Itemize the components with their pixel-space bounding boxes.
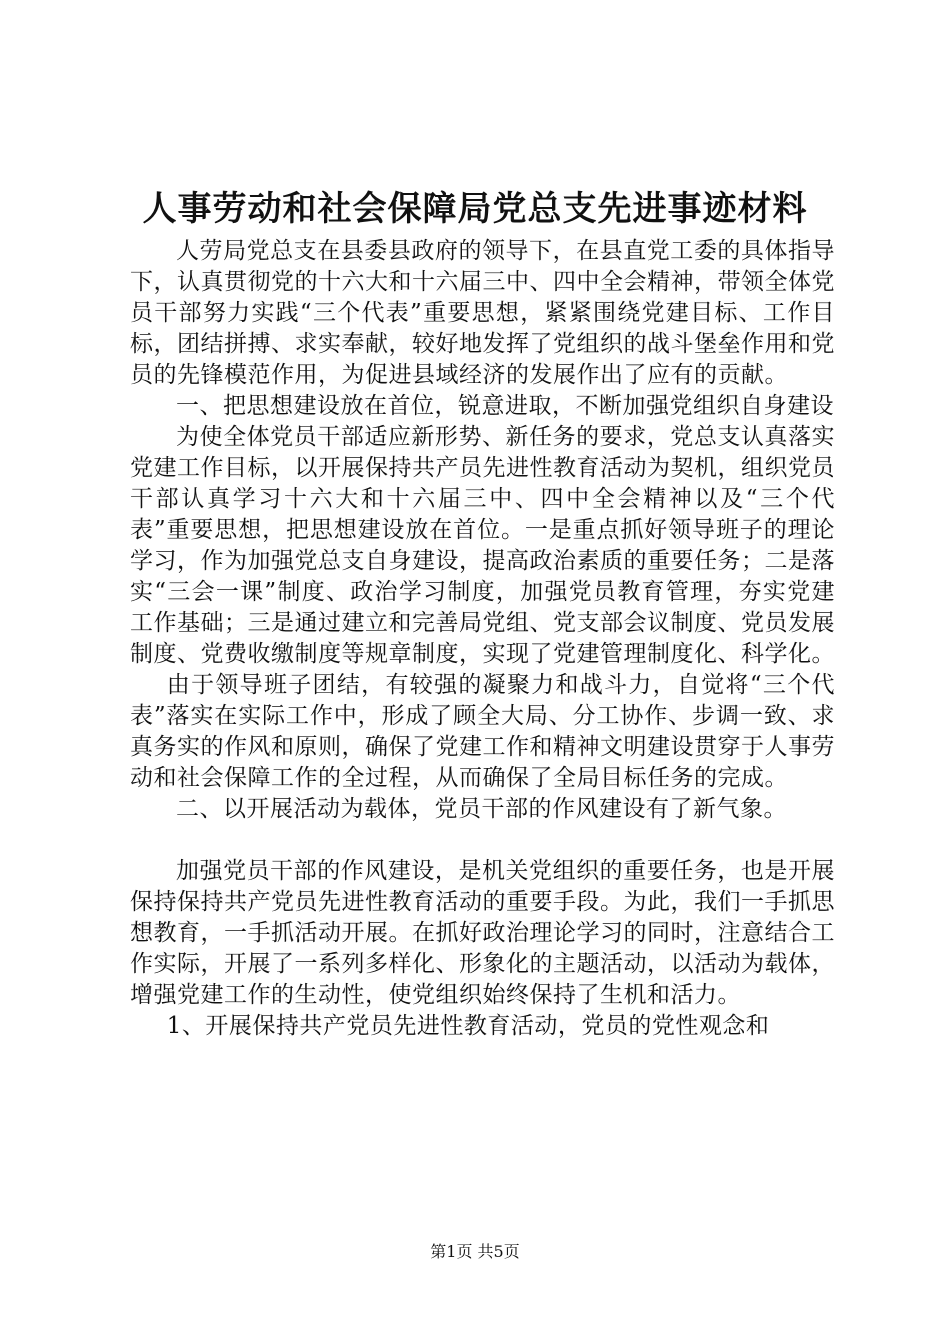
paragraph-item-1: 1、开展保持共产党员先进性教育活动，党员的党性观念和 bbox=[166, 1013, 770, 1039]
paragraph-section-1-result: 由于领导班子团结，有较强的凝聚力和战斗力，自觉将“三个代表”落实在实际工作中，形成了顾全大局、分工协作、步调一致、求真务实的作风和原则，确保了党建工作和精神文明建设贯穿于人事劳动和社会保障工作的全过程，从而确保了全局目标任务的完成。 bbox=[130, 672, 835, 791]
section-heading-2: 二、以开展活动为载体，党员干部的作风建设有了新气象。 bbox=[176, 796, 787, 822]
section-heading-1: 一、把思想建设放在首位，锐意进取，不断加强党组织自身建设 bbox=[176, 393, 834, 419]
paragraph-section-1-body: 为使全体党员干部适应新形势、新任务的要求，党总支认真落实党建工作目标，以开展保持共产员先进性教育活动为契机，组织党员干部认真学习十六大和十六届三中、四中全会精神以及“三个代表”重要思想，把思想建设放在首位。一是重点抓好领导班子的理论学习，作为加强党总支自身建设，提高政治素质的重要任务；二是落实“三会一课”制度、政治学习制度，加强党员教育管理，夯实党建工作基础；三是通过建立和完善局党组、党支部会议制度、党员发展制度、党费收缴制度等规章制度，实现了党建管理制度化、科学化。 bbox=[130, 424, 835, 667]
paragraph-intro: 人劳局党总支在县委县政府的领导下，在县直党工委的具体指导下，认真贯彻党的十六大和十六届三中、四中全会精神，带领全体党员干部努力实践“三个代表”重要思想，紧紧围绕党建目标、工作目标，团结拼搏、求实奉献，较好地发挥了党组织的战斗堡垒作用和党员的先锋模范作用，为促进县域经济的发展作出了应有的贡献。 bbox=[130, 238, 835, 388]
document-body bbox=[130, 236, 835, 1042]
page-number: 第1页 共5页 bbox=[430, 1242, 520, 1261]
paragraph-section-2-body: 加强党员干部的作风建设，是机关党组织的重要任务，也是开展保持保持共产党员先进性教育活动的重要手段。为此，我们一手抓思想教育，一手抓活动开展。在抓好政治理论学习的同时，注意结合工作实际，开展了一系列多样化、形象化的主题活动，以活动为载体，增强党建工作的生动性，使党组织始终保持了生机和活力。 bbox=[130, 858, 835, 1008]
document-title: 人事劳动和社会保障局党总支先进事迹材料 bbox=[142, 189, 808, 229]
